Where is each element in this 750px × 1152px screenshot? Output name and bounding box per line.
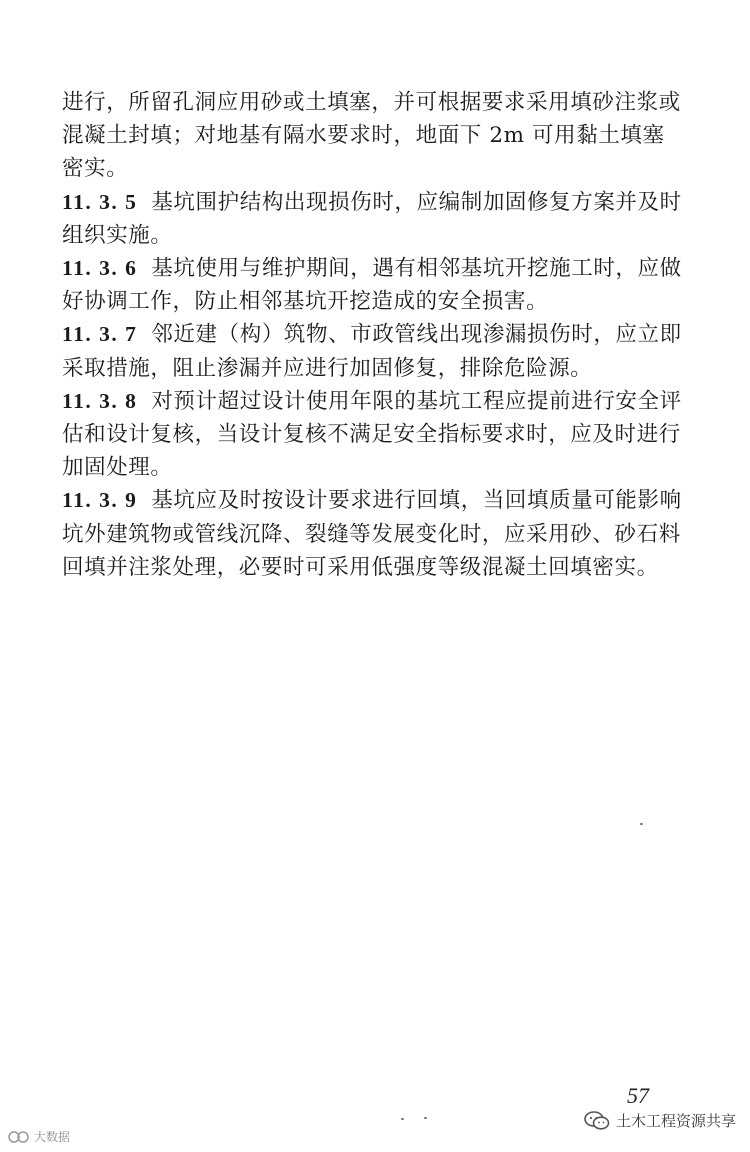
- clause-text: 基坑应及时按设计要求进行回填，当回填质量可能影响坑外建筑物或管线沉降、裂缝等发展变化时，应采用砂、砂石料回填并注浆处理，必要时可采用低强度等级混凝土回填密实。: [62, 488, 682, 580]
- watermark-corner: [8, 1128, 70, 1145]
- watermark-source: [584, 1110, 736, 1131]
- clause-number: 11. 3. 5: [62, 189, 138, 214]
- clause-11-3-9: [62, 484, 682, 584]
- paragraph-continuation: [62, 86, 682, 186]
- clause-text: 基坑使用与维护期间，遇有相邻基坑开挖施工时，应做好协调工作，防止相邻基坑开挖造成的安全损害。: [62, 256, 682, 315]
- wechat-icon: [584, 1111, 610, 1131]
- paragraph-text: 进行，所留孔洞应用砂或土填塞，并可根据要求采用填砂注浆或混凝土封填；对地基有隔水要求时，地面下 2m 可用黏土填塞密实。: [62, 90, 681, 182]
- scan-speck: [424, 1117, 427, 1119]
- clause-text: 基坑围护结构出现损伤时，应编制加固修复方案并及时组织实施。: [62, 189, 682, 248]
- clause-11-3-6: [62, 252, 682, 318]
- clause-11-3-8: [62, 385, 682, 485]
- page-number: 57: [627, 1083, 649, 1108]
- watermark-text: 土木工程资源共享: [615, 1112, 736, 1130]
- watermark-corner-text: 大数据: [34, 1130, 71, 1144]
- clause-11-3-7: [62, 318, 682, 384]
- clause-number: 11. 3. 7: [62, 322, 138, 347]
- clause-text: 对预计超过设计使用年限的基坑工程应提前进行安全评估和设计复核，当设计复核不满足安全指标要求时，应及时进行加固处理。: [62, 388, 682, 481]
- scan-speck: [640, 823, 643, 825]
- scan-speck: [401, 1118, 404, 1120]
- clause-11-3-5: [62, 186, 682, 252]
- clause-number: 11. 3. 6: [62, 256, 138, 281]
- logo-icon: [8, 1130, 30, 1144]
- document-body: [62, 86, 682, 584]
- clause-text: 邻近建（构）筑物、市政管线出现渗漏损伤时，应立即采取措施，阻止渗漏并应进行加固修复，排除危险源。: [62, 322, 682, 381]
- clause-number: 11. 3. 9: [62, 488, 138, 513]
- clause-number: 11. 3. 8: [62, 388, 138, 413]
